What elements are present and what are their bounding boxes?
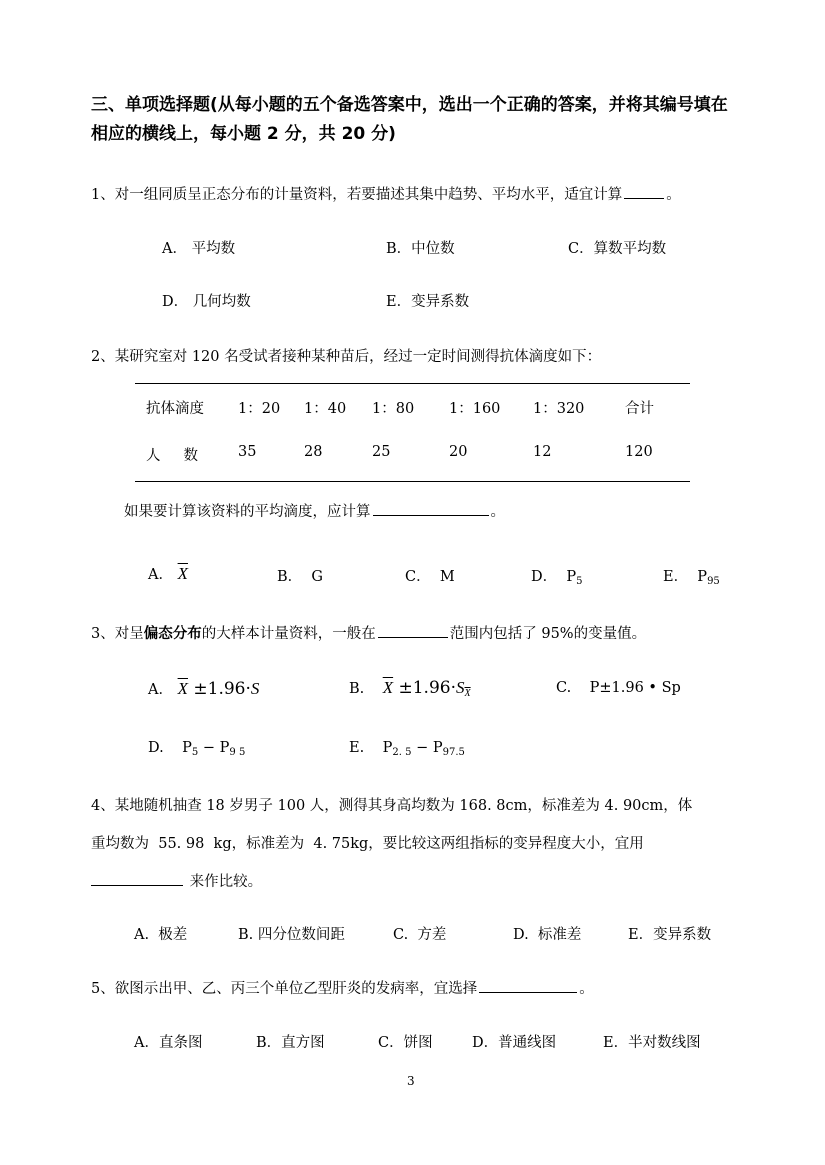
q4-option-b[interactable]: B. 四分位数间距 [238, 927, 345, 943]
q2-option-b[interactable]: B． G [277, 569, 323, 585]
formula-text: − P [411, 740, 443, 756]
answer-blank-2[interactable] [373, 501, 489, 516]
mean-symbol: $\overline{X}$ [177, 679, 188, 698]
question-3-start: 3、对呈 [91, 626, 144, 642]
option-label: E. P [349, 740, 393, 756]
question-3 [91, 622, 646, 643]
question-5-text: 5、欲图示出甲、乙、丙三个单位乙型肝炎的发病率，宜选择 [91, 981, 478, 997]
q4-option-e[interactable]: E．变异系数 [628, 927, 712, 943]
q2-option-d[interactable] [531, 565, 582, 587]
table-row-cell: 25 [372, 444, 391, 460]
section-heading: 三、单项选择题(从每小题的五个备选答案中，选出一个正确的答案，并将其编号填在相应的横线上，每小题 2 分，共 20 分) [91, 95, 728, 144]
q4-option-a[interactable]: A. 极差 [134, 927, 188, 943]
q5-option-e[interactable]: E．半对数线图 [603, 1035, 701, 1051]
formula-text: ±1.96· [393, 678, 456, 698]
subscript: X [464, 688, 471, 699]
q5-option-c[interactable]: C．饼图 [378, 1035, 433, 1051]
option-label: A． [148, 682, 173, 698]
se-symbol: S [456, 678, 465, 697]
answer-blank-1[interactable] [624, 184, 664, 199]
q2-option-c[interactable]: C． M [405, 569, 455, 585]
question-5 [91, 977, 594, 998]
q4-option-c[interactable]: C. 方差 [393, 927, 447, 943]
subscript: 2. 5 [392, 747, 412, 758]
table-row-cell: 20 [449, 444, 468, 460]
formula-text: − P [198, 740, 230, 756]
table-header-cell: 1：20 [238, 401, 281, 417]
table-row-cell: 35 [238, 444, 257, 460]
q3-option-c[interactable]: C. P±1.96 • Sp [556, 680, 681, 696]
subscript: 97.5 [442, 747, 465, 758]
q4-option-d[interactable]: D. 标准差 [513, 927, 582, 943]
table-header-cell: 1：40 [304, 401, 347, 417]
subscript: 9 5 [229, 747, 246, 758]
q1-option-a[interactable]: A． 平均数 [162, 241, 236, 257]
q5-option-b[interactable]: B．直方图 [256, 1035, 325, 1051]
option-label: A． [148, 567, 173, 583]
formula-text: ±1.96· [187, 679, 251, 699]
question-4-line-2: 重均数为 55. 98 kg，标准差为 4. 75kg，要比较这两组指标的变异程度大小，宜用 [91, 836, 644, 852]
table-row-cell: 120 [625, 444, 653, 460]
question-4-end: 来作比较。 [189, 874, 263, 890]
table-header-cell: 1：160 [449, 401, 501, 417]
q2-option-a[interactable] [148, 563, 188, 584]
table-header-cell: 合计 [625, 401, 654, 417]
table-header-cell: 1：320 [533, 401, 585, 417]
question-3-end: 范围内包括了 95%的变量值。 [449, 626, 647, 642]
table-row-cell: 28 [304, 444, 323, 460]
subscript: 5 [576, 576, 583, 587]
question-2-prompt-text: 如果要计算该资料的平均滴度，应计算 [124, 504, 371, 520]
page-number: 3 [407, 1074, 415, 1088]
q3-option-d[interactable] [148, 740, 245, 758]
question-1 [91, 183, 681, 204]
question-5-end: 。 [579, 981, 594, 997]
question-3-bold: 偏态分布 [143, 626, 202, 642]
question-2-text: 2、某研究室对 120 名受试者接种某种苗后，经过一定时间测得抗体滴度如下： [91, 349, 602, 365]
question-4-line-1: 4、某地随机抽查 18 岁男子 100 人，测得其身高均数为 168. 8cm，标准差为 4. 90cm，体 [91, 798, 693, 814]
table-row-cell: 12 [533, 444, 552, 460]
option-label: E． P [663, 569, 708, 585]
question-2-end: 。 [490, 504, 505, 520]
q3-option-a[interactable] [148, 678, 259, 699]
sd-symbol: S [250, 679, 260, 698]
table-row-cell: 人 数 [146, 448, 199, 464]
question-4-line-3 [91, 870, 262, 891]
option-label: D． P [531, 569, 577, 585]
mean-symbol: $\overline{X}$ [382, 678, 394, 697]
answer-blank-5[interactable] [479, 978, 577, 993]
question-2-prompt [124, 500, 505, 521]
table-header-cell: 抗体滴度 [146, 401, 204, 417]
answer-blank-4[interactable] [91, 871, 183, 886]
q3-option-e[interactable] [349, 740, 465, 758]
subscript: 5 [191, 747, 199, 758]
option-label: D. P [148, 740, 192, 756]
q5-option-a[interactable]: A．直条图 [134, 1035, 203, 1051]
table-top-rule [135, 383, 690, 384]
mean-symbol: $\overline{X}$ [177, 564, 188, 583]
question-1-end: 。 [666, 187, 681, 203]
q1-option-c[interactable]: C．算数平均数 [568, 241, 667, 257]
q1-option-d[interactable]: D． 几何均数 [162, 294, 251, 310]
table-header-cell: 1：80 [372, 401, 415, 417]
q1-option-b[interactable]: B．中位数 [386, 241, 455, 257]
option-label: B. [349, 681, 365, 697]
q3-option-b[interactable] [349, 678, 471, 699]
question-3-middle: 的大样本计量资料，一般在 [201, 626, 376, 642]
q2-option-e[interactable] [663, 565, 720, 587]
subscript: 95 [707, 576, 720, 587]
question-1-text: 1、对一组同质呈正态分布的计量资料，若要描述其集中趋势、平均水平，适宜计算 [91, 187, 623, 203]
table-bottom-rule [135, 481, 690, 482]
answer-blank-3[interactable] [378, 623, 448, 638]
q1-option-e[interactable]: E．变异系数 [386, 294, 470, 310]
q5-option-d[interactable]: D．普通线图 [472, 1035, 557, 1051]
